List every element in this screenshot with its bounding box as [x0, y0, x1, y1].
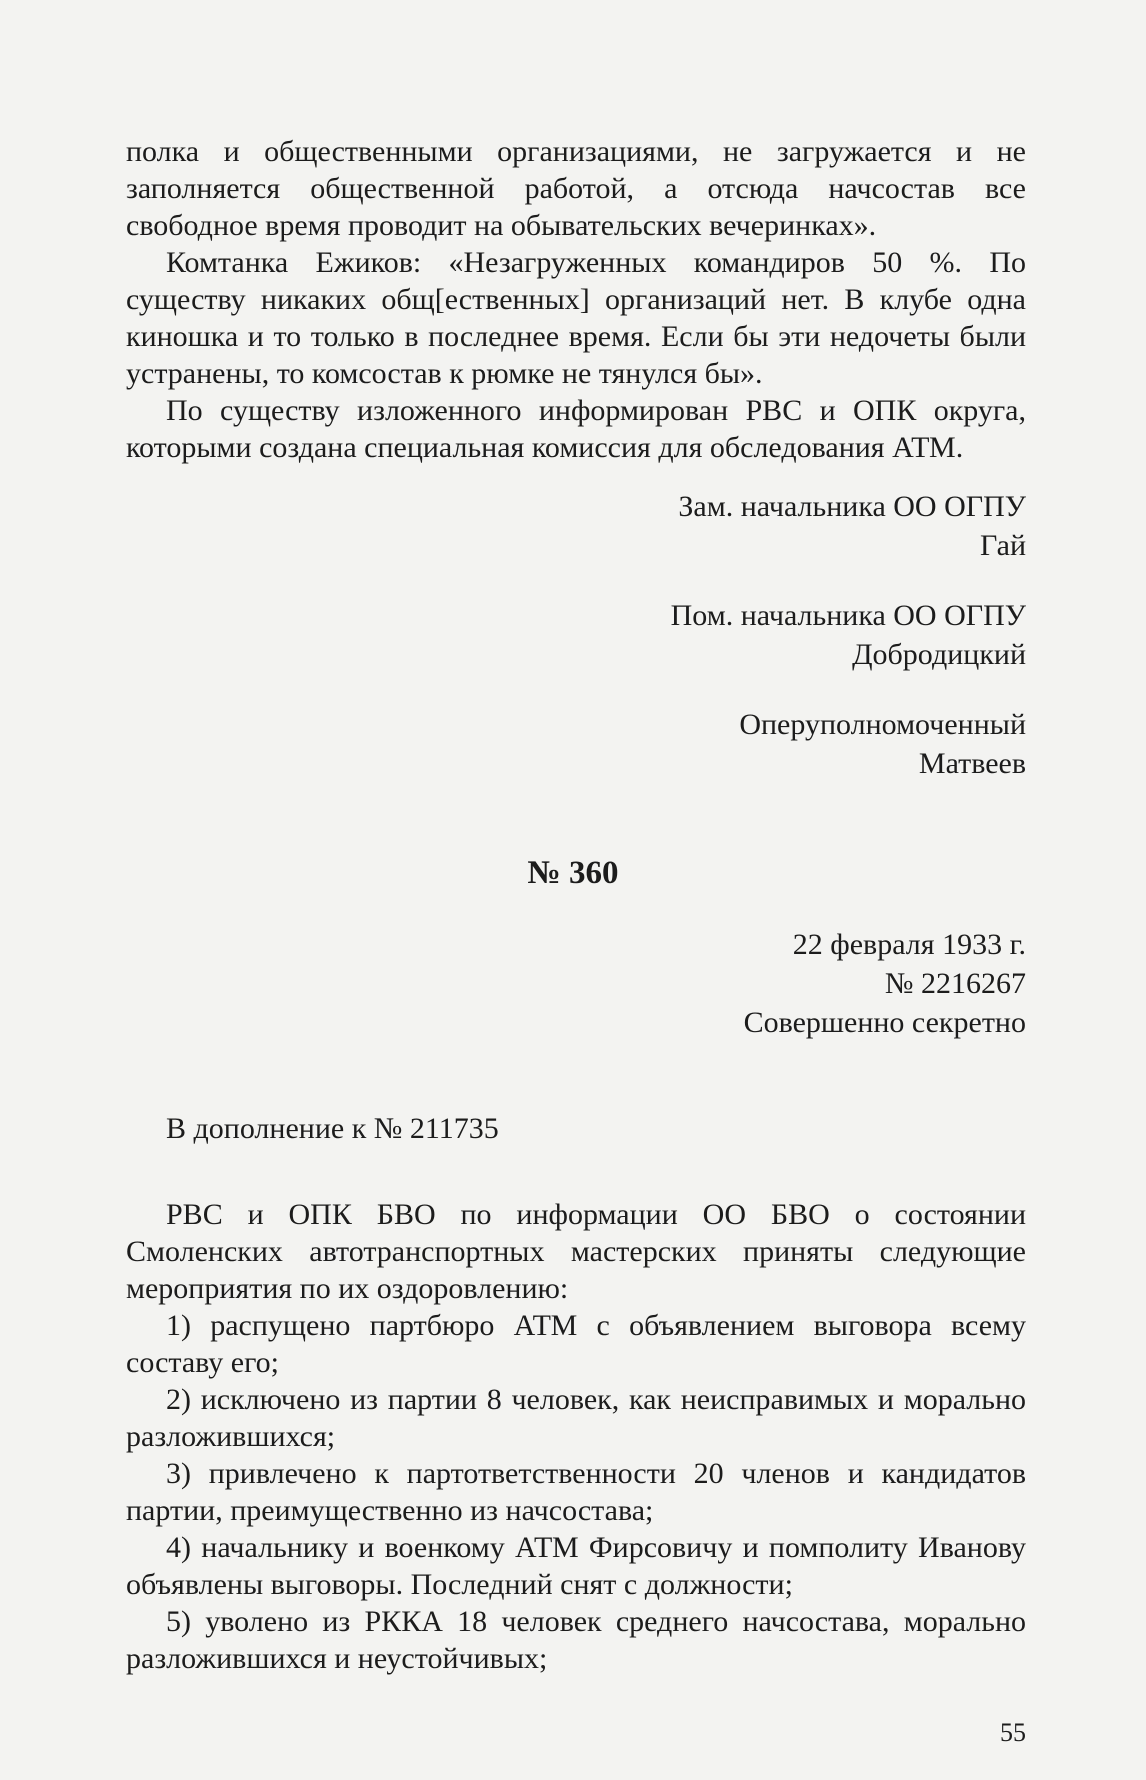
document-body: [126, 1196, 1026, 1677]
document-number: № 360: [527, 855, 619, 891]
signature-title: Пом. начальника ОО ОГПУ: [670, 599, 1026, 632]
paragraph-3: По существу изложенного информирован РВС и ОПК округа, которыми создана специальная комиссия для обследования АТМ.: [126, 394, 1026, 464]
page-number: 55: [1000, 1718, 1026, 1747]
document-date: 22 февраля 1933 г.: [792, 928, 1026, 961]
signature-1: [678, 487, 1026, 565]
document-header: [744, 925, 1026, 1042]
list-item: 5) уволено из РККА 18 человек среднего начсостава, морально разложившихся и неустойчивых;: [126, 1605, 1026, 1675]
intro-paragraph: РВС и ОПК БВО по информации ОО БВО о состоянии Смоленских автотранспортных мастерских приняты следующие мероприятия по их оздоровлению:: [126, 1198, 1026, 1305]
addition-reference: В дополнение к № 211735: [166, 1112, 499, 1145]
list-item: 4) начальнику и военкому АТМ Фирсовичу и помполиту Иванову объявлены выговоры. Последний снят с должности;: [126, 1531, 1026, 1601]
signature-title: Оперуполномоченный: [739, 708, 1026, 741]
signature-2: [671, 596, 1026, 674]
paragraph-1: полка и общественными организациями, не загружается и не заполняется общественной работой, а отсюда начсостав все свободное время проводит на обывательских вечеринках».: [126, 135, 1026, 242]
signature-name: Матвеев: [918, 747, 1026, 780]
list-item: 2) исключено из партии 8 человек, как неисправимых и морально разложившихся;: [126, 1383, 1026, 1453]
paragraph-2: Комтанка Ежиков: «Незагруженных командиров 50 %. По существу никаких общ[ественных] организаций нет. В клубе одна киношка и то только в последнее время. Если бы эти недочеты были устранены, то комсостав к рюмке не тянулся бы».: [126, 246, 1026, 390]
signature-name: Гай: [980, 529, 1026, 562]
signature-title: Зам. начальника ОО ОГПУ: [678, 490, 1026, 523]
signature-3: [739, 705, 1026, 783]
classification: Совершенно секретно: [743, 1006, 1026, 1039]
list-item: 1) распущено партбюро АТМ с объявлением выговора всему составу его;: [126, 1309, 1026, 1379]
signature-name: Добродицкий: [852, 638, 1026, 671]
previous-document-text: [126, 133, 1026, 466]
list-item: 3) привлечено к партответственности 20 членов и кандидатов партии, преимущественно из начсостава;: [126, 1457, 1026, 1527]
registration-number: № 2216267: [884, 967, 1026, 1000]
